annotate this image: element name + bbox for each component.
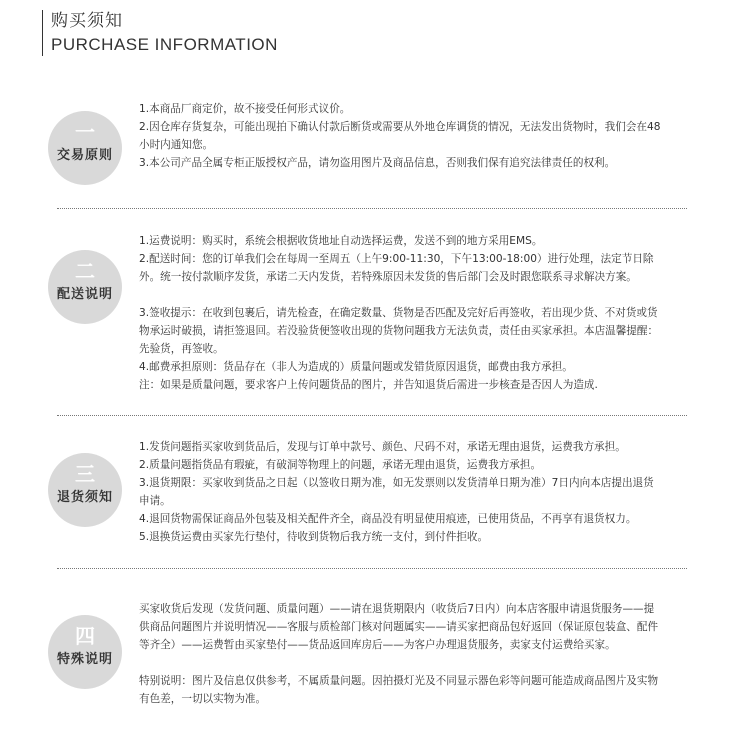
content-line: 等齐全）——运费暂由买家垫付——货品返回库房后——为客户办理退货服务，卖家支付运费给买家。 — [139, 639, 616, 651]
section-divider — [57, 568, 687, 569]
section-badge — [48, 615, 122, 689]
content-line: 2.配送时间：您的订单我们会在每周一至周五（上午9:00-11:30，下午13:00-18:00）进行处理，法定节日除 — [139, 253, 654, 265]
section-number: 二 — [75, 259, 95, 283]
content-line: 先验货，再签收。 — [139, 343, 224, 355]
content-line: 4.邮费承担原则：货品存在（非人为造成的）质量问题或发错货原因退货，邮费由我方承担。 — [139, 361, 573, 373]
content-line: 1.本商品厂商定价，故不接受任何形式议价。 — [139, 103, 351, 115]
content-line: 买家收货后发现（发货问题、质量问题）——请在退货期限内（收货后7日内）向本店客服申请退货服务——提 — [139, 603, 655, 615]
content-line: 有色差，一切以实物为准。 — [139, 693, 267, 705]
content-line: 2.因仓库存货复杂，可能出现拍下确认付款后断货或需要从外地仓库调货的情况，无法发出货物时，我们会在48 — [139, 121, 661, 133]
section-content — [139, 438, 687, 546]
section-content — [139, 100, 687, 172]
section-number: 四 — [75, 624, 95, 648]
section-badge — [48, 250, 122, 324]
content-line: 注：如果是质量问题，要求客户上传问题货品的图片，并告知退货后需进一步核查是否因人为造成. — [139, 379, 598, 391]
content-line: 特别说明：图片及信息仅供参考，不属质量问题。因拍摄灯光及不同显示器色彩等问题可能造成商品图片及实物 — [139, 675, 659, 687]
section-badge — [48, 111, 122, 185]
content-line: 1.发货问题指买家收到货品后，发现与订单中款号、颜色、尺码不对，承诺无理由退货，运费我方承担。 — [139, 441, 626, 453]
content-line: 申请。 — [139, 495, 171, 507]
content-line: 3.签收提示：在收到包裹后，请先检查，在确定数量、货物是否匹配及完好后再签收，若出现少货、不对货或货 — [139, 307, 658, 319]
section-label: 交易原则 — [56, 148, 113, 163]
section-label: 配送说明 — [56, 287, 113, 302]
page-subtitle: PURCHASE INFORMATION — [51, 35, 278, 54]
section-number: 一 — [75, 120, 95, 144]
content-line: 2.质量问题指货品有瑕疵，有破洞等物理上的问题，承诺无理由退货，运费我方承担。 — [139, 459, 542, 471]
section-label: 特殊说明 — [56, 652, 113, 667]
section-content — [139, 232, 687, 394]
content-line: 外。统一按付款顺序发货，承诺二天内发货，若特殊原因未发货的售后部门会及时跟您联系寻求解决方案。 — [139, 271, 637, 283]
content-line: 小时内通知您。 — [139, 139, 214, 151]
content-line: 供商品问题图片并说明情况——客服与质检部门核对问题属实——请买家把商品包好返回（保证原包装盒、配件 — [139, 621, 659, 633]
content-line: 4.退回货物需保证商品外包装及相关配件齐全，商品没有明显使用痕迹，已使用货品，不再享有退货权力。 — [139, 513, 637, 525]
section-badge — [48, 453, 122, 527]
section-label: 退货须知 — [56, 490, 113, 505]
content-line: 5.退换货运费由买家先行垫付，待收到货物后我方统一支付，到付件拒收。 — [139, 531, 489, 543]
section-divider — [57, 208, 687, 209]
content-line: 1.运费说明：购买时，系统会根据收货地址自动选择运费，发送不到的地方采用EMS。 — [139, 235, 543, 247]
content-line: 3.退货期限：买家收到货品之日起（以签收日期为准，如无发票则以发货清单日期为准）7日内向本店提出退货 — [139, 477, 654, 489]
section-content — [139, 600, 687, 708]
section-divider — [57, 415, 687, 416]
page-title: 购买须知 — [51, 11, 123, 31]
content-line: 3.本公司产品全属专柜正版授权产品，请勿盗用图片及商品信息，否则我们保有追究法律责任的权利。 — [139, 157, 616, 169]
page-header — [42, 10, 278, 56]
section-number: 三 — [75, 462, 95, 486]
content-line: 物承运时破损，请拒签退回。若没验货便签收出现的货物问题我方无法负责，责任由买家承担。本店温馨提醒： — [139, 325, 659, 337]
